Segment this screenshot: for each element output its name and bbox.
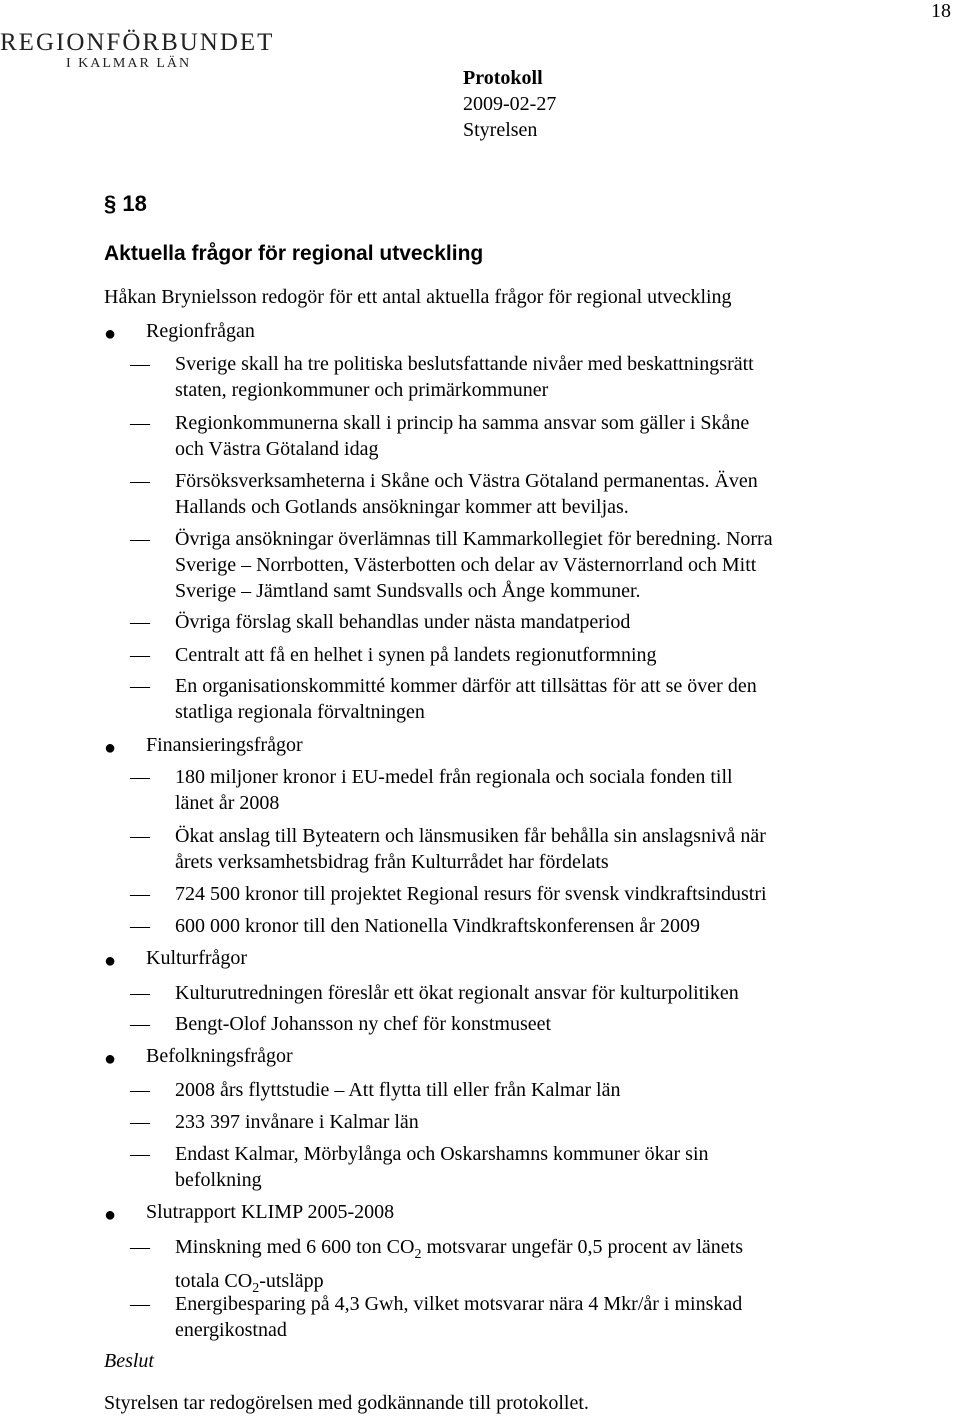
dash-icon: — (130, 528, 150, 550)
list-item: — Centralt att få en helhet i synen på landets regionutformning (130, 644, 657, 666)
regionforbundet-logo (0, 29, 275, 72)
list-item: — Övriga förslag skall behandlas under nästa mandatperiod (130, 611, 631, 633)
protocol-date: 2009-02-27 (463, 93, 557, 115)
topic-label: Befolkningsfrågor (146, 1045, 293, 1067)
protocol-header (463, 65, 556, 143)
list-item: — Kulturutredningen föreslår ett ökat regionalt ansvar för kulturpolitiken (130, 982, 739, 1004)
list-item: — 724 500 kronor till projektet Regional resurs för svensk vindkraftsindustri (130, 883, 767, 905)
decision-label: Beslut (104, 1350, 154, 1372)
dash-icon: — (130, 982, 150, 1004)
bullet-icon: ● (104, 1048, 117, 1070)
dash-icon: — (130, 766, 150, 788)
list-item: — Energibesparing på 4,3 Gwh, vilket motsvarar nära 4 Mkr/år i minskad energikostnad (130, 1293, 743, 1341)
dash-icon: — (130, 915, 150, 937)
section-heading: Aktuella frågor för regional utveckling (104, 242, 484, 265)
dash-icon: — (130, 1143, 150, 1165)
protocol-title: Protokoll (463, 67, 543, 89)
dash-icon: — (130, 470, 150, 492)
list-item: — Bengt-Olof Johansson ny chef för konstmuseet (130, 1013, 552, 1035)
dash-icon: — (130, 825, 150, 847)
list-item: — En organisationskommitté kommer därför att tillsättas för att se över den statliga regionala förvaltningen (130, 675, 757, 723)
list-item: — Övriga ansökningar överlämnas till Kammarkollegiet för beredning. Norra Sverige – Norrbotten, Västerbotten och delar av Västernorrland och Mitt Sverige – Jämtland samt Sundsvalls och Ånge kommuner. (130, 528, 773, 602)
bullet-icon: ● (104, 1204, 117, 1226)
list-item: — Regionkommunerna skall i princip ha samma ansvar som gäller i Skåne och Västra Götaland idag (130, 412, 750, 460)
dash-icon: — (130, 644, 150, 666)
protocol-body: Styrelsen (463, 119, 538, 141)
list-item: — 180 miljoner kronor i EU-medel från regionala och sociala fonden till länet år 2008 (130, 766, 733, 814)
dash-icon: — (130, 611, 150, 633)
list-item: — 233 397 invånare i Kalmar län (130, 1111, 419, 1133)
dash-icon: — (130, 1236, 150, 1258)
dash-icon: — (130, 1293, 150, 1315)
section-intro: Håkan Brynielsson redogör för ett antal aktuella frågor för regional utveckling (104, 286, 732, 308)
dash-icon: — (130, 1111, 150, 1133)
bullet-icon: ● (104, 950, 117, 972)
dash-icon: — (130, 1079, 150, 1101)
topic-label: Slutrapport KLIMP 2005-2008 (146, 1201, 395, 1223)
logo-main-text: REGIONFÖRBUNDET (0, 29, 275, 56)
list-item: — Försöksverksamheterna i Skåne och Västra Götaland permanentas. Även Hallands och Gotlands ansökningar kommer att beviljas. (130, 470, 758, 518)
topic-label: Kulturfrågor (146, 947, 248, 969)
logo-sub-text: I KALMAR LÄN (66, 56, 192, 71)
list-item: — Minskning med 6 600 ton $CO_2$ motsvarar ungefär 0,5 procent av länets totala $CO_2$-utsläpp (130, 1236, 743, 1296)
list-item: — 2008 års flyttstudie – Att flytta till eller från Kalmar län (130, 1079, 621, 1101)
dash-icon: — (130, 353, 150, 375)
list-item: — Endast Kalmar, Mörbylånga och Oskarshamns kommuner ökar sin befolkning (130, 1143, 709, 1191)
list-item: — Sverige skall ha tre politiska beslutsfattande nivåer med beskattningsrätt staten, regionkommuner och primärkommuner (130, 353, 754, 401)
list-item: — Ökat anslag till Byteatern och länsmusiken får behålla sin anslagsnivå när årets verksamhetsbidrag från Kulturrådet har fördelats (130, 825, 766, 873)
dash-icon: — (130, 1013, 150, 1035)
topic-label: Regionfrågan (146, 320, 255, 342)
dash-icon: — (130, 675, 150, 697)
list-item: — 600 000 kronor till den Nationella Vindkraftskonferensen år 2009 (130, 915, 700, 937)
bullet-icon: ● (104, 737, 117, 759)
decision-text: Styrelsen tar redogörelsen med godkännande till protokollet. (104, 1392, 589, 1414)
dash-icon: — (130, 883, 150, 905)
bullet-icon: ● (104, 323, 117, 345)
section-number: § 18 (104, 191, 147, 216)
dash-icon: — (130, 412, 150, 434)
page-number: 18 (931, 0, 951, 22)
topic-label: Finansieringsfrågor (146, 734, 303, 756)
